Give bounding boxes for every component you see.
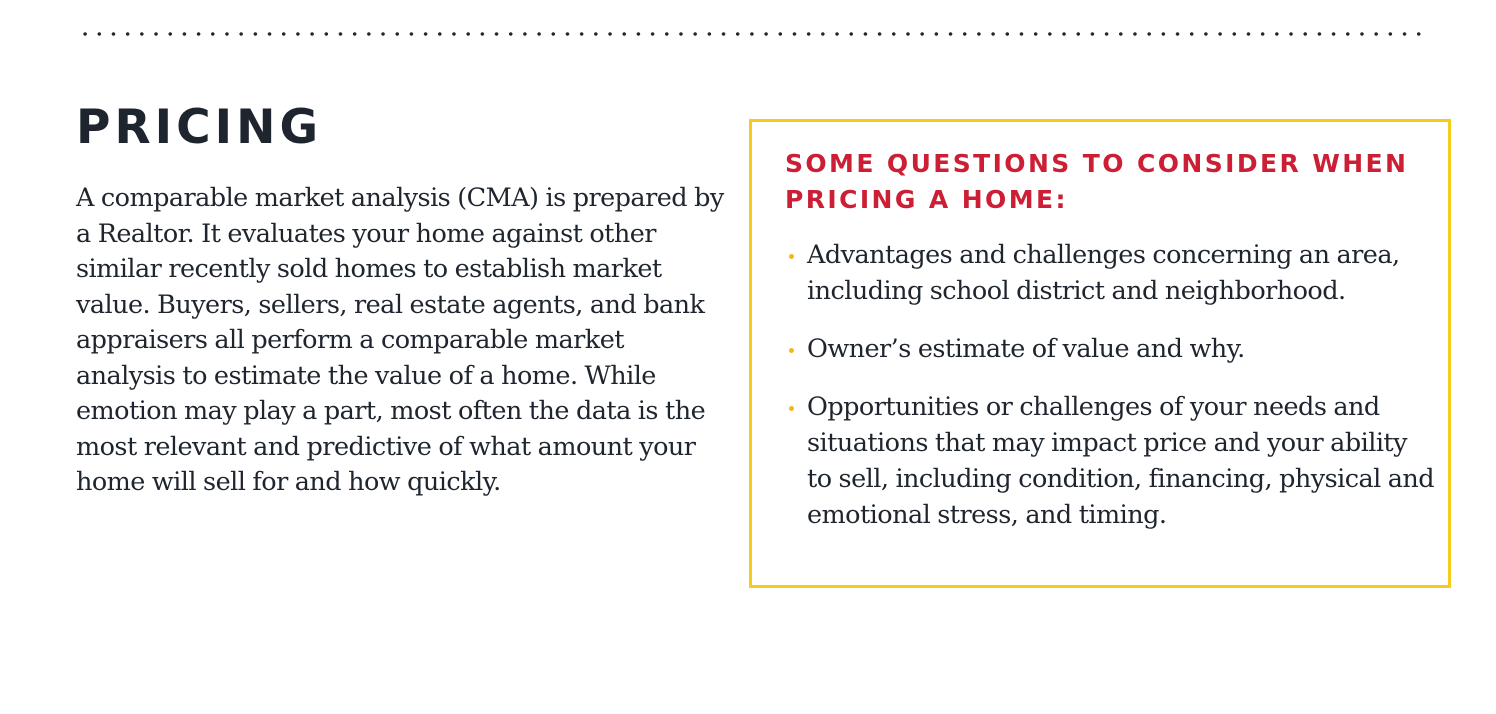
bullet-dot-icon xyxy=(789,348,794,353)
bullet-dot-icon xyxy=(789,406,794,411)
list-item-text: Advantages and challenges concerning an area, including school district and neighborhood. xyxy=(807,240,1400,306)
bullet-dot-icon xyxy=(789,254,794,259)
section-title: PRICING xyxy=(76,100,323,155)
list-item-text: Opportunities or challenges of your needs and situations that may impact price and your ability to sell, including condition, financing, physical and emotional stress, and timing. xyxy=(807,392,1435,530)
list-item-text: Owner’s estimate of value and why. xyxy=(807,334,1245,364)
questions-list xyxy=(785,237,1435,555)
list-item xyxy=(785,331,1435,367)
dotted-divider xyxy=(78,32,1424,36)
section-body-paragraph: A comparable market analysis (CMA) is prepared by a Realtor. It evaluates your home against other similar recently sold homes to establish market value. Buyers, sellers, real estate agents, and bank appraisers all perform a comparable market analysis to estimate the value of a home. While emotion may play a part, most often the data is the most relevant and predictive of what amount your home will sell for and how quickly. xyxy=(76,183,724,497)
callout-title: SOME QUESTIONS TO CONSIDER WHEN PRICING A HOME: xyxy=(785,149,1409,214)
questions-callout-box xyxy=(749,119,1451,588)
list-item xyxy=(785,237,1435,309)
list-item xyxy=(785,389,1435,533)
